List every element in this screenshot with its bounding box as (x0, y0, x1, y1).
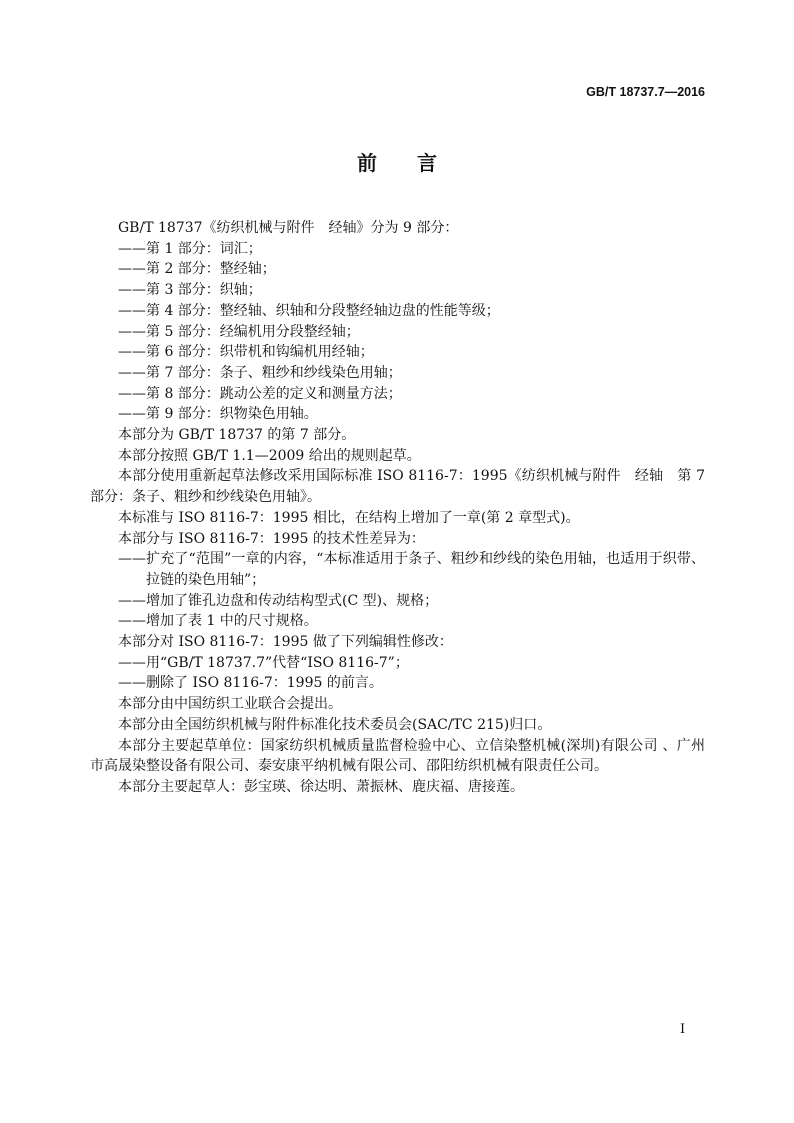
drafting-organizations: 本部分主要起草单位：国家纺织机械质量监督检验中心、立信染整机械(深圳)有限公司 、广州市高晟染整设备有限公司、泰安康平纳机械有限公司、邵阳纺织机械有限责任公司。 (90, 737, 705, 775)
technical-differences-intro: 本部分与 ISO 8116-7：1995 的技术性差异为： (118, 530, 425, 547)
technical-difference-item: ——扩充了“范围”一章的内容，“本标准适用于条子、粗纱和纱线的染色用轴，也适用于织带、拉链的染色用轴”； (118, 551, 705, 588)
part-list-item: ——第 6 部分：织带机和钩编机用经轴； (118, 344, 374, 361)
parts-intro: GB/T 18737《纺织机械与附件 经轴》分为 9 部分： (118, 220, 459, 236)
part-list-item: ——第 9 部分：织物染色用轴。 (118, 406, 318, 423)
part-list-item: ——第 3 部分：织轴； (118, 282, 262, 299)
editorial-change-item: ——用“GB/T 18737.7”代替“ISO 8116-7”； (118, 654, 409, 671)
part-list-item: ——第 8 部分：跳动公差的定义和测量方法； (118, 385, 402, 402)
structure-difference-statement: 本标准与 ISO 8116-7：1995 相比，在结构上增加了一章(第 2 章型式)。 (118, 509, 580, 526)
foreword-body (90, 218, 705, 798)
part-list-item: ——第 2 部分：整经轴； (118, 261, 276, 278)
part-list-item: ——第 5 部分：经编机用分段整经轴； (118, 323, 360, 340)
technical-committee-statement: 本部分由全国纺织机械与附件标准化技术委员会(SAC/TC 215)归口。 (118, 716, 552, 733)
part-list-item: ——第 4 部分：整经轴、织轴和分段整经轴边盘的性能等级； (118, 302, 500, 319)
editorial-changes-intro: 本部分对 ISO 8116-7：1995 做了下列编辑性修改： (118, 634, 453, 651)
proposer-statement: 本部分由中国纺织工业联合会提出。 (118, 696, 342, 713)
drafters: 本部分主要起草人：彭宝瑛、徐达明、萧振林、鹿庆福、唐接莲。 (118, 778, 524, 795)
technical-difference-item: ——增加了锥孔边盘和传动结构型式(C 型)、规格； (118, 592, 439, 609)
part-list-item: ——第 7 部分：条子、粗纱和纱线染色用轴； (118, 364, 402, 381)
editorial-change-item: ——删除了 ISO 8116-7：1995 的前言。 (118, 675, 383, 692)
part-list-item: ——第 1 部分：词汇； (118, 240, 262, 257)
page-title: 前 言 (357, 151, 437, 175)
technical-difference-item: ——增加了表 1 中的尺寸规格。 (118, 613, 318, 630)
standard-number: GB/T 18737.7—2016 (586, 85, 705, 99)
adoption-statement: 本部分使用重新起草法修改采用国际标准 ISO 8116-7：1995《纺织机械与附件 经轴 第 7 部分：条子、粗纱和纱线染色用轴》。 (90, 468, 705, 506)
page-number: I (680, 1022, 686, 1037)
part-statement: 本部分为 GB/T 18737 的第 7 部分。 (118, 427, 356, 444)
drafting-rules-statement: 本部分按照 GB/T 1.1—2009 给出的规则起草。 (118, 447, 421, 464)
